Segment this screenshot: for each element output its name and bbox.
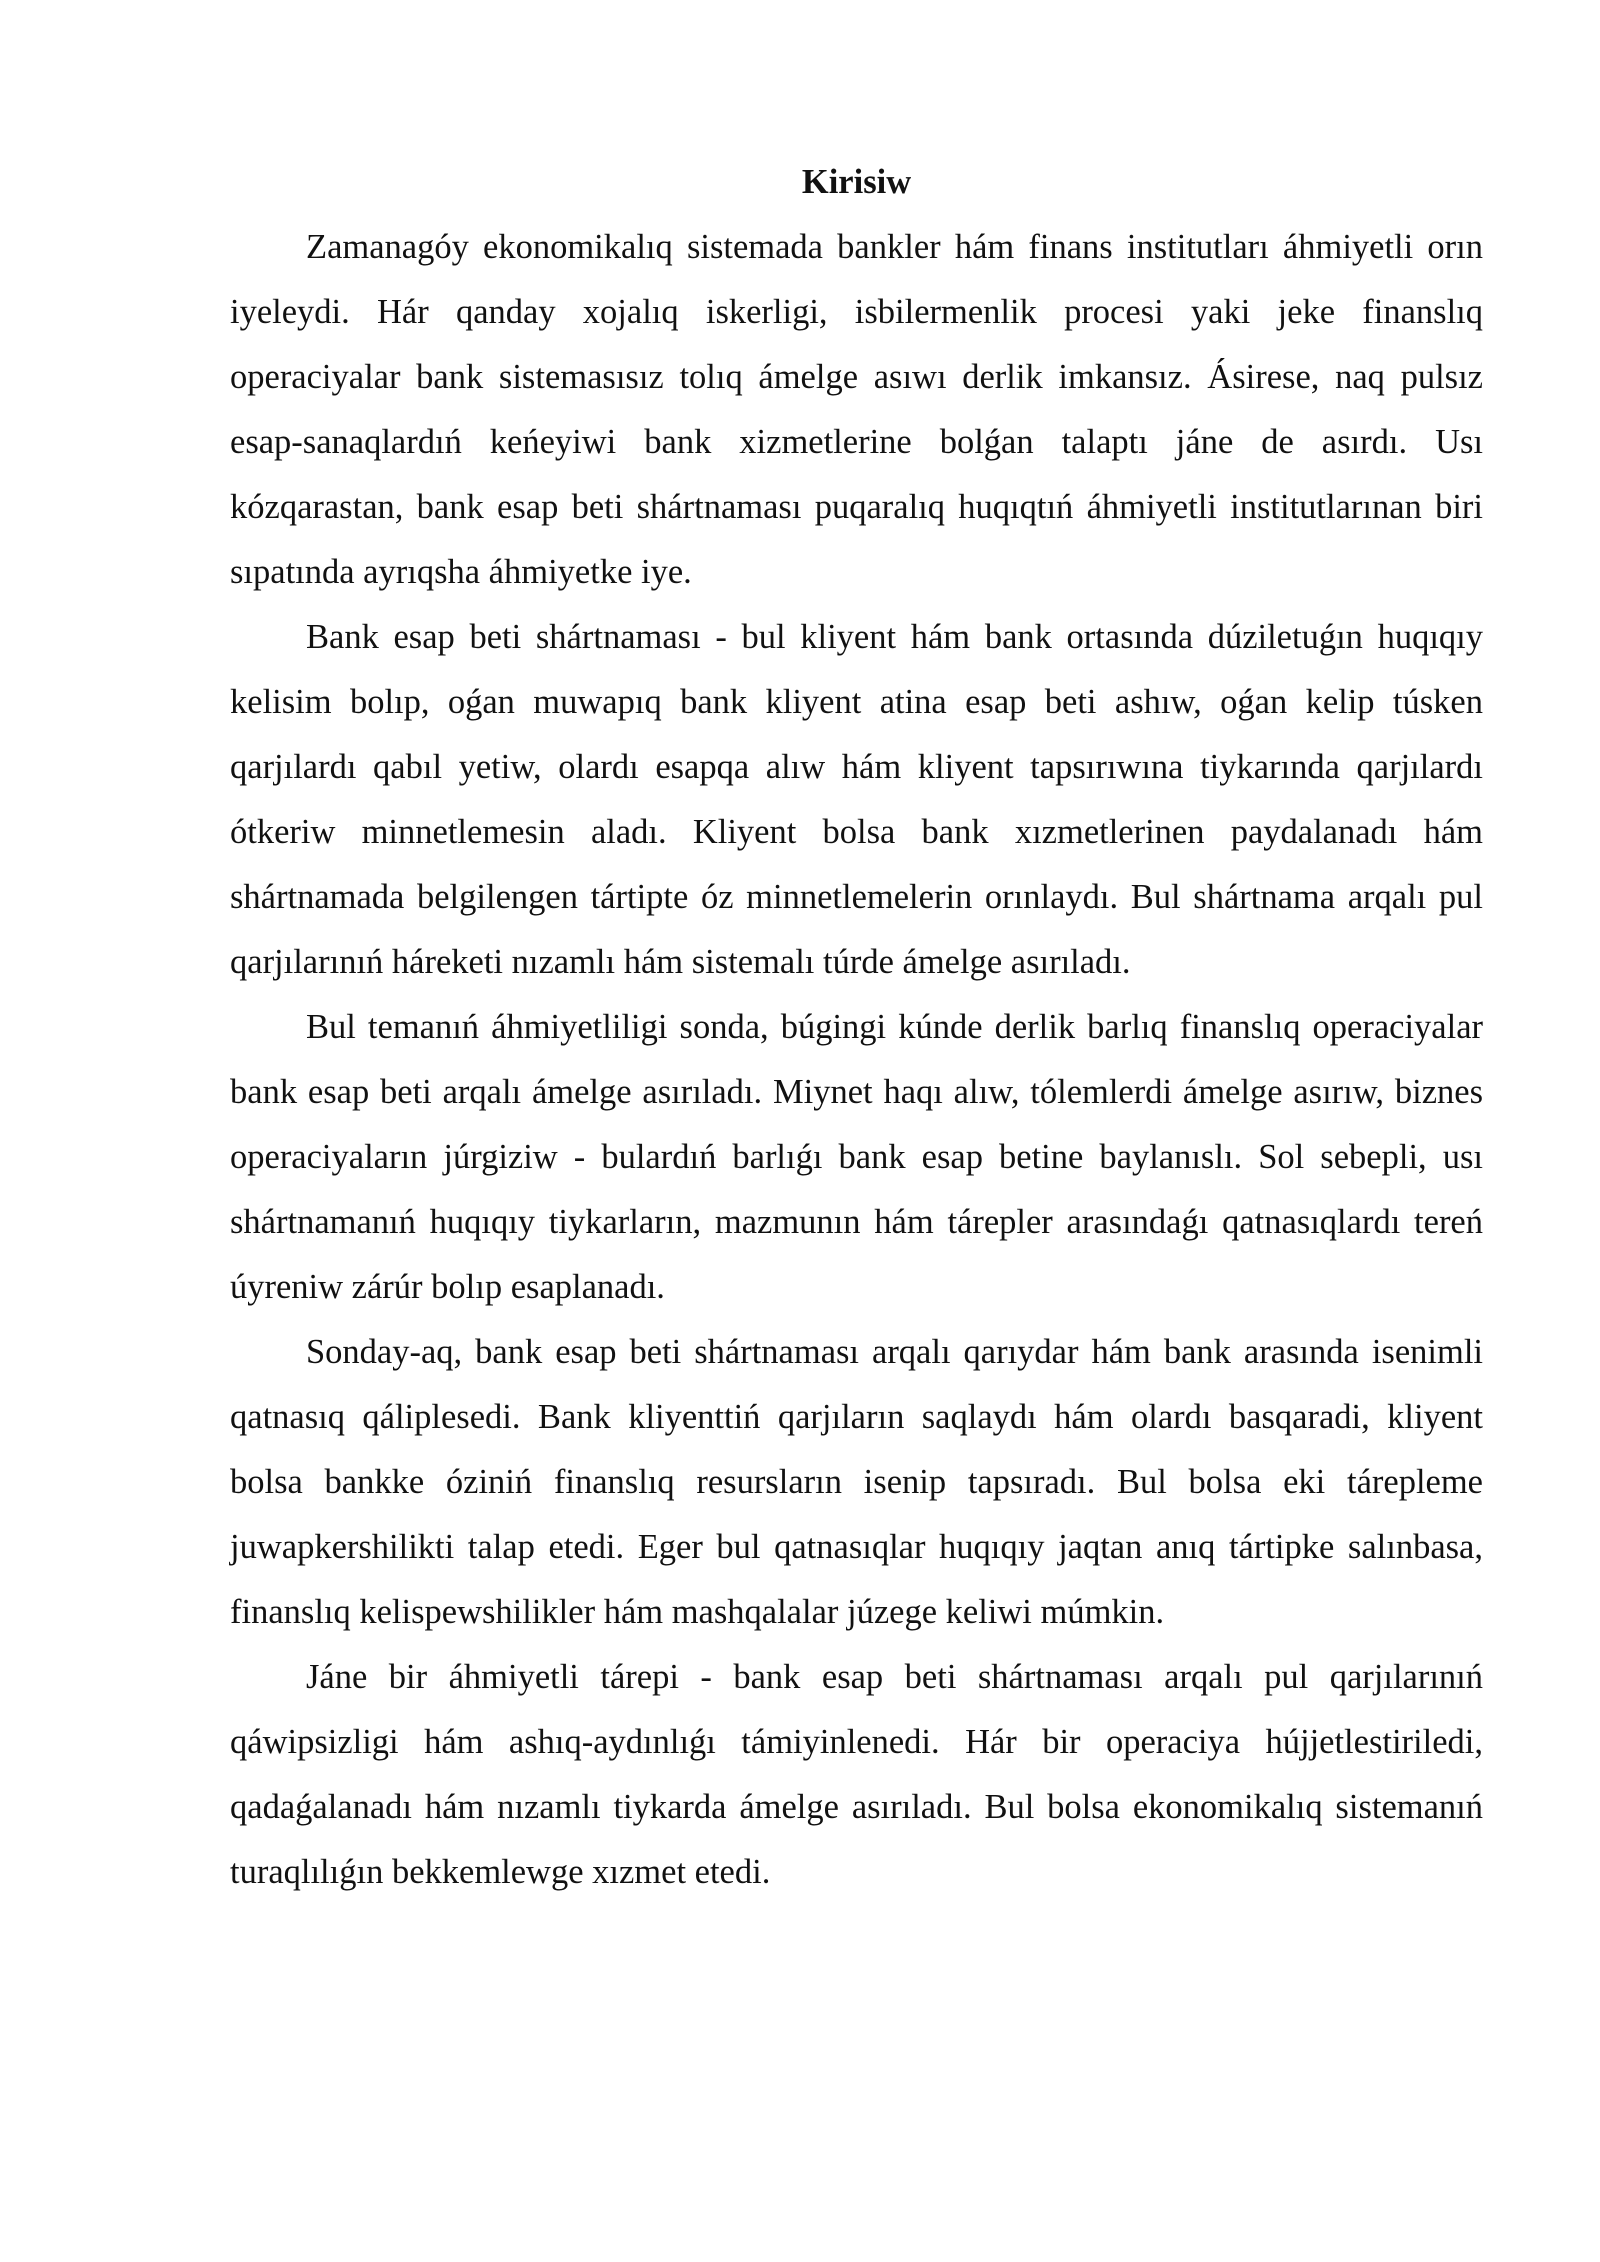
paragraph: Bank esap beti shártnaması - bul kliyent hám bank ortasında dúziletuǵın huqıqıy kelisim bolıp, oǵan muwapıq bank kliyent atina esap beti ashıw, oǵan kelip túsken qarjılardı qabıl yetiw, olardı esapqa alıw hám kliyent tapsırıwına tiykarında qarjılardı ótkeriw minnetlemesin aladı. Kliyent bolsa bank xızmetlerinen paydalanadı hám shártnamada belgilengen tártipte óz minnetlemelerin orınlaydı. Bul shártnama arqalı pul qarjılarınıń háreketi nızamlı hám sistemalı túrde ámelge asırıladı. [230,618,1483,981]
paragraph: Zamanagóy ekonomikalıq sistemada bankler hám finans institutları áhmiyetli orın iyeleydi. Hár qanday xojalıq iskerligi, isbilermenlik procesi yaki jeke finanslıq operaciyalar bank sistemasısız tolıq ámelge asıwı derlik imkansız. Ásirese, naq pulsız esap-sanaqlardıń keńeyiwi bank xizmetlerine bolǵan talaptı jáne de asırdı. Usı kózqarastan, bank esap beti shártnaması puqaralıq huqıqtıń áhmiyetli institutlarınan biri sıpatında ayrıqsha áhmiyetke iye. [230,228,1483,591]
paragraph: Jáne bir áhmiyetli tárepi - bank esap beti shártnaması arqalı pul qarjılarınıń qáwipsizligi hám ashıq-aydınlıǵı támiyinlenedi. Hár bir operaciya hújjetlestiriledi, qadaǵalanadı hám nızamlı tiykarda ámelge asırıladı. Bul bolsa ekonomikalıq sistemanıń turaqlılıǵın bekkemlewge xızmet etedi. [230,1658,1483,1891]
paragraph: Sonday-aq, bank esap beti shártnaması arqalı qarıydar hám bank arasında isenimli qatnasıq qáliplesedi. Bank kliyenttiń qarjıların saqlaydı hám olardı basqaradi, kliyent bolsa bankke óziniń finanslıq resursların isenip tapsıradı. Bul bolsa eki tárepleme juwapkershilikti talap etedi. Eger bul qatnasıqlar huqıqıy jaqtan anıq tártipke salınbasa, finanslıq kelispewshilikler hám mashqalalar júzege keliwi múmkin. [230,1333,1483,1631]
page-title: Kirisiw [801,163,912,201]
document-body [230,150,1483,1905]
paragraph: Bul temanıń áhmiyetliligi sonda, búgingi kúnde derlik barlıq finanslıq operaciyalar bank esap beti arqalı ámelge asırıladı. Miynet haqı alıw, tólemlerdi ámelge asırıw, biznes operaciyaların júrgiziw - bulardıń barlıǵı bank esap betine baylanıslı. Sol sebepli, usı shártnamanıń huqıqıy tiykarların, mazmunın hám tárepler arasındaǵı qatnasıqlardı tereń úyreniw zárúr bolıp esaplanadı. [230,1008,1483,1306]
